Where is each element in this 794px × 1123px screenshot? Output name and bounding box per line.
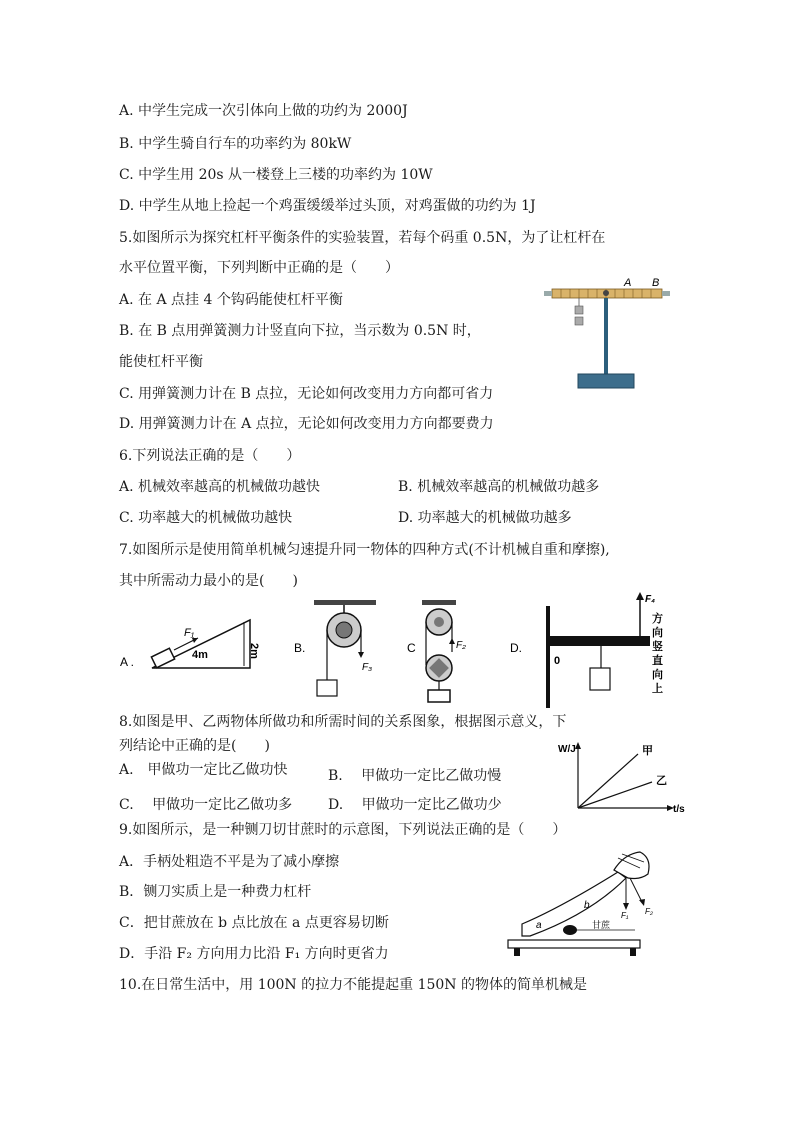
guillotine-cutter-figure (500, 844, 660, 960)
q4-option-c: C. 中学生用 20s 从一楼登上三楼的功率约为 10W (119, 167, 433, 183)
svg-text:方: 方 (652, 613, 663, 625)
q6-option-c: C. 功率越大的机械做功越快 (119, 510, 293, 526)
q7-stem-line2: 其中所需动力最小的是( ) (119, 573, 298, 589)
q9-option-b: B．铡刀实质上是一种费力杠杆 (119, 884, 312, 900)
q5-option-a: A. 在 A 点挂 4 个钩码能使杠杆平衡 (119, 292, 343, 308)
series-jia-label: 甲 (642, 745, 653, 757)
q6-option-a: A. 机械效率越高的机械做功越快 (119, 479, 321, 495)
q6-option-d: D. 功率越大的机械做功越多 (398, 510, 572, 526)
q8-option-b: B. 甲做功一定比乙做功慢 (328, 768, 502, 784)
label-point-b: B (652, 277, 660, 289)
cutter-base (508, 940, 640, 948)
svg-text:a: a (536, 920, 542, 931)
graph-x-label: t/s (673, 804, 685, 815)
work-time-graph (558, 738, 688, 816)
q5-option-b: B. 在 B 点用弹簧测力计竖直向下拉，当示数为 0.5N 时， (119, 323, 481, 339)
line-yi (578, 782, 652, 808)
option-b-label: B. (294, 641, 306, 655)
line-jia (578, 754, 638, 808)
graph-y-label: W/J (558, 744, 576, 755)
svg-text:F₃: F₃ (362, 662, 373, 673)
q6-option-b: B. 机械效率越高的机械做功越多 (398, 479, 600, 495)
svg-text:b: b (584, 900, 590, 911)
svg-text:4m: 4m (192, 649, 208, 661)
stand-base (578, 374, 634, 388)
svg-text:F₁: F₁ (184, 627, 195, 639)
lever-d (550, 636, 650, 646)
stand-pole (604, 298, 608, 376)
svg-text:向: 向 (652, 627, 663, 639)
svg-text:2m: 2m (248, 643, 260, 659)
q5-option-d: D. 用弹簧测力计在 A 点拉，无论如何改变用力方向都要费力 (119, 416, 494, 432)
q10-stem: 10.在日常生活中，用 100N 的拉力不能提起重 150N 的物体的简单机械是 (119, 977, 588, 993)
svg-text:F₂: F₂ (456, 640, 466, 651)
q6-stem: 6.下列说法正确的是（ ） (119, 448, 301, 464)
q8-option-a: A. 甲做功一定比乙做功快 (119, 762, 288, 778)
option-d-label: D. (510, 641, 522, 655)
weight-d (590, 668, 610, 690)
svg-text:竖: 竖 (652, 641, 663, 653)
q5-stem-line2: 水平位置平衡，下列判断中正确的是（ ） (119, 260, 399, 276)
q7-stem-line1: 7.如图所示是使用简单机械匀速提升同一物体的四种方式(不计机械自重和摩擦), (119, 542, 610, 558)
q5-option-b-cont: 能使杠杆平衡 (119, 354, 203, 370)
q9-option-d: D．手沿 F₂ 方向用力比沿 F₁ 方向时更省力 (119, 946, 389, 962)
svg-text:F₁: F₁ (621, 911, 629, 920)
q4-option-b: B. 中学生骑自行车的功率约为 80kW (119, 136, 352, 152)
q5-option-c: C. 用弹簧测力计在 B 点拉，无论如何改变用力方向都可省力 (119, 386, 494, 402)
svg-text:向: 向 (652, 669, 663, 681)
pivot-icon (603, 290, 609, 296)
simple-machines-figure (114, 590, 674, 712)
q4-option-a: A. 中学生完成一次引体向上做的功约为 2000J (119, 103, 408, 119)
q9-option-a: A．手柄处粗造不平是为了减小摩擦 (119, 854, 340, 870)
weight-c (428, 690, 450, 702)
q8-stem-line1: 8.如图是甲、乙两物体所做功和所需时间的关系图象，根据图示意义，下 (119, 714, 567, 730)
q4-option-d: D. 中学生从地上捡起一个鸡蛋缓缓举过头顶，对鸡蛋做的功约为 1J (119, 198, 536, 214)
lever-apparatus-figure (540, 272, 690, 394)
option-c-label: C (407, 641, 416, 655)
series-yi-label: 乙 (656, 775, 667, 787)
q5-stem-line1: 5.如图所示为探究杠杆平衡条件的实验装置，若每个码重 0.5N，为了让杠杆在 (119, 230, 606, 246)
sugarcane (563, 925, 577, 935)
label-point-a: A (624, 277, 632, 289)
svg-text:F₂: F₂ (645, 907, 653, 916)
ceiling-b (314, 600, 376, 605)
q8-option-c: C. 甲做功一定比乙做功多 (119, 797, 293, 813)
q9-stem: 9.如图所示，是一种铡刀切甘蔗时的示意图，下列说法正确的是（ ） (119, 822, 567, 838)
weight-b (317, 680, 337, 696)
q8-stem-line2: 列结论中正确的是( ) (119, 738, 270, 754)
wall-d (546, 606, 550, 708)
hook-weight-top (575, 306, 583, 314)
option-a-label: A . (120, 655, 135, 669)
svg-text:直: 直 (652, 655, 663, 667)
q8-option-d: D. 甲做功一定比乙做功少 (328, 797, 502, 813)
svg-text:F₄: F₄ (645, 594, 656, 605)
svg-text:0: 0 (554, 655, 561, 667)
q9-option-c: C．把甘蔗放在 b 点比放在 a 点更容易切断 (119, 915, 389, 931)
incline-block (151, 648, 174, 668)
hook-weight-bottom (575, 317, 583, 325)
sugarcane-label: 甘蔗 (592, 920, 611, 930)
svg-text:上: 上 (652, 683, 663, 695)
